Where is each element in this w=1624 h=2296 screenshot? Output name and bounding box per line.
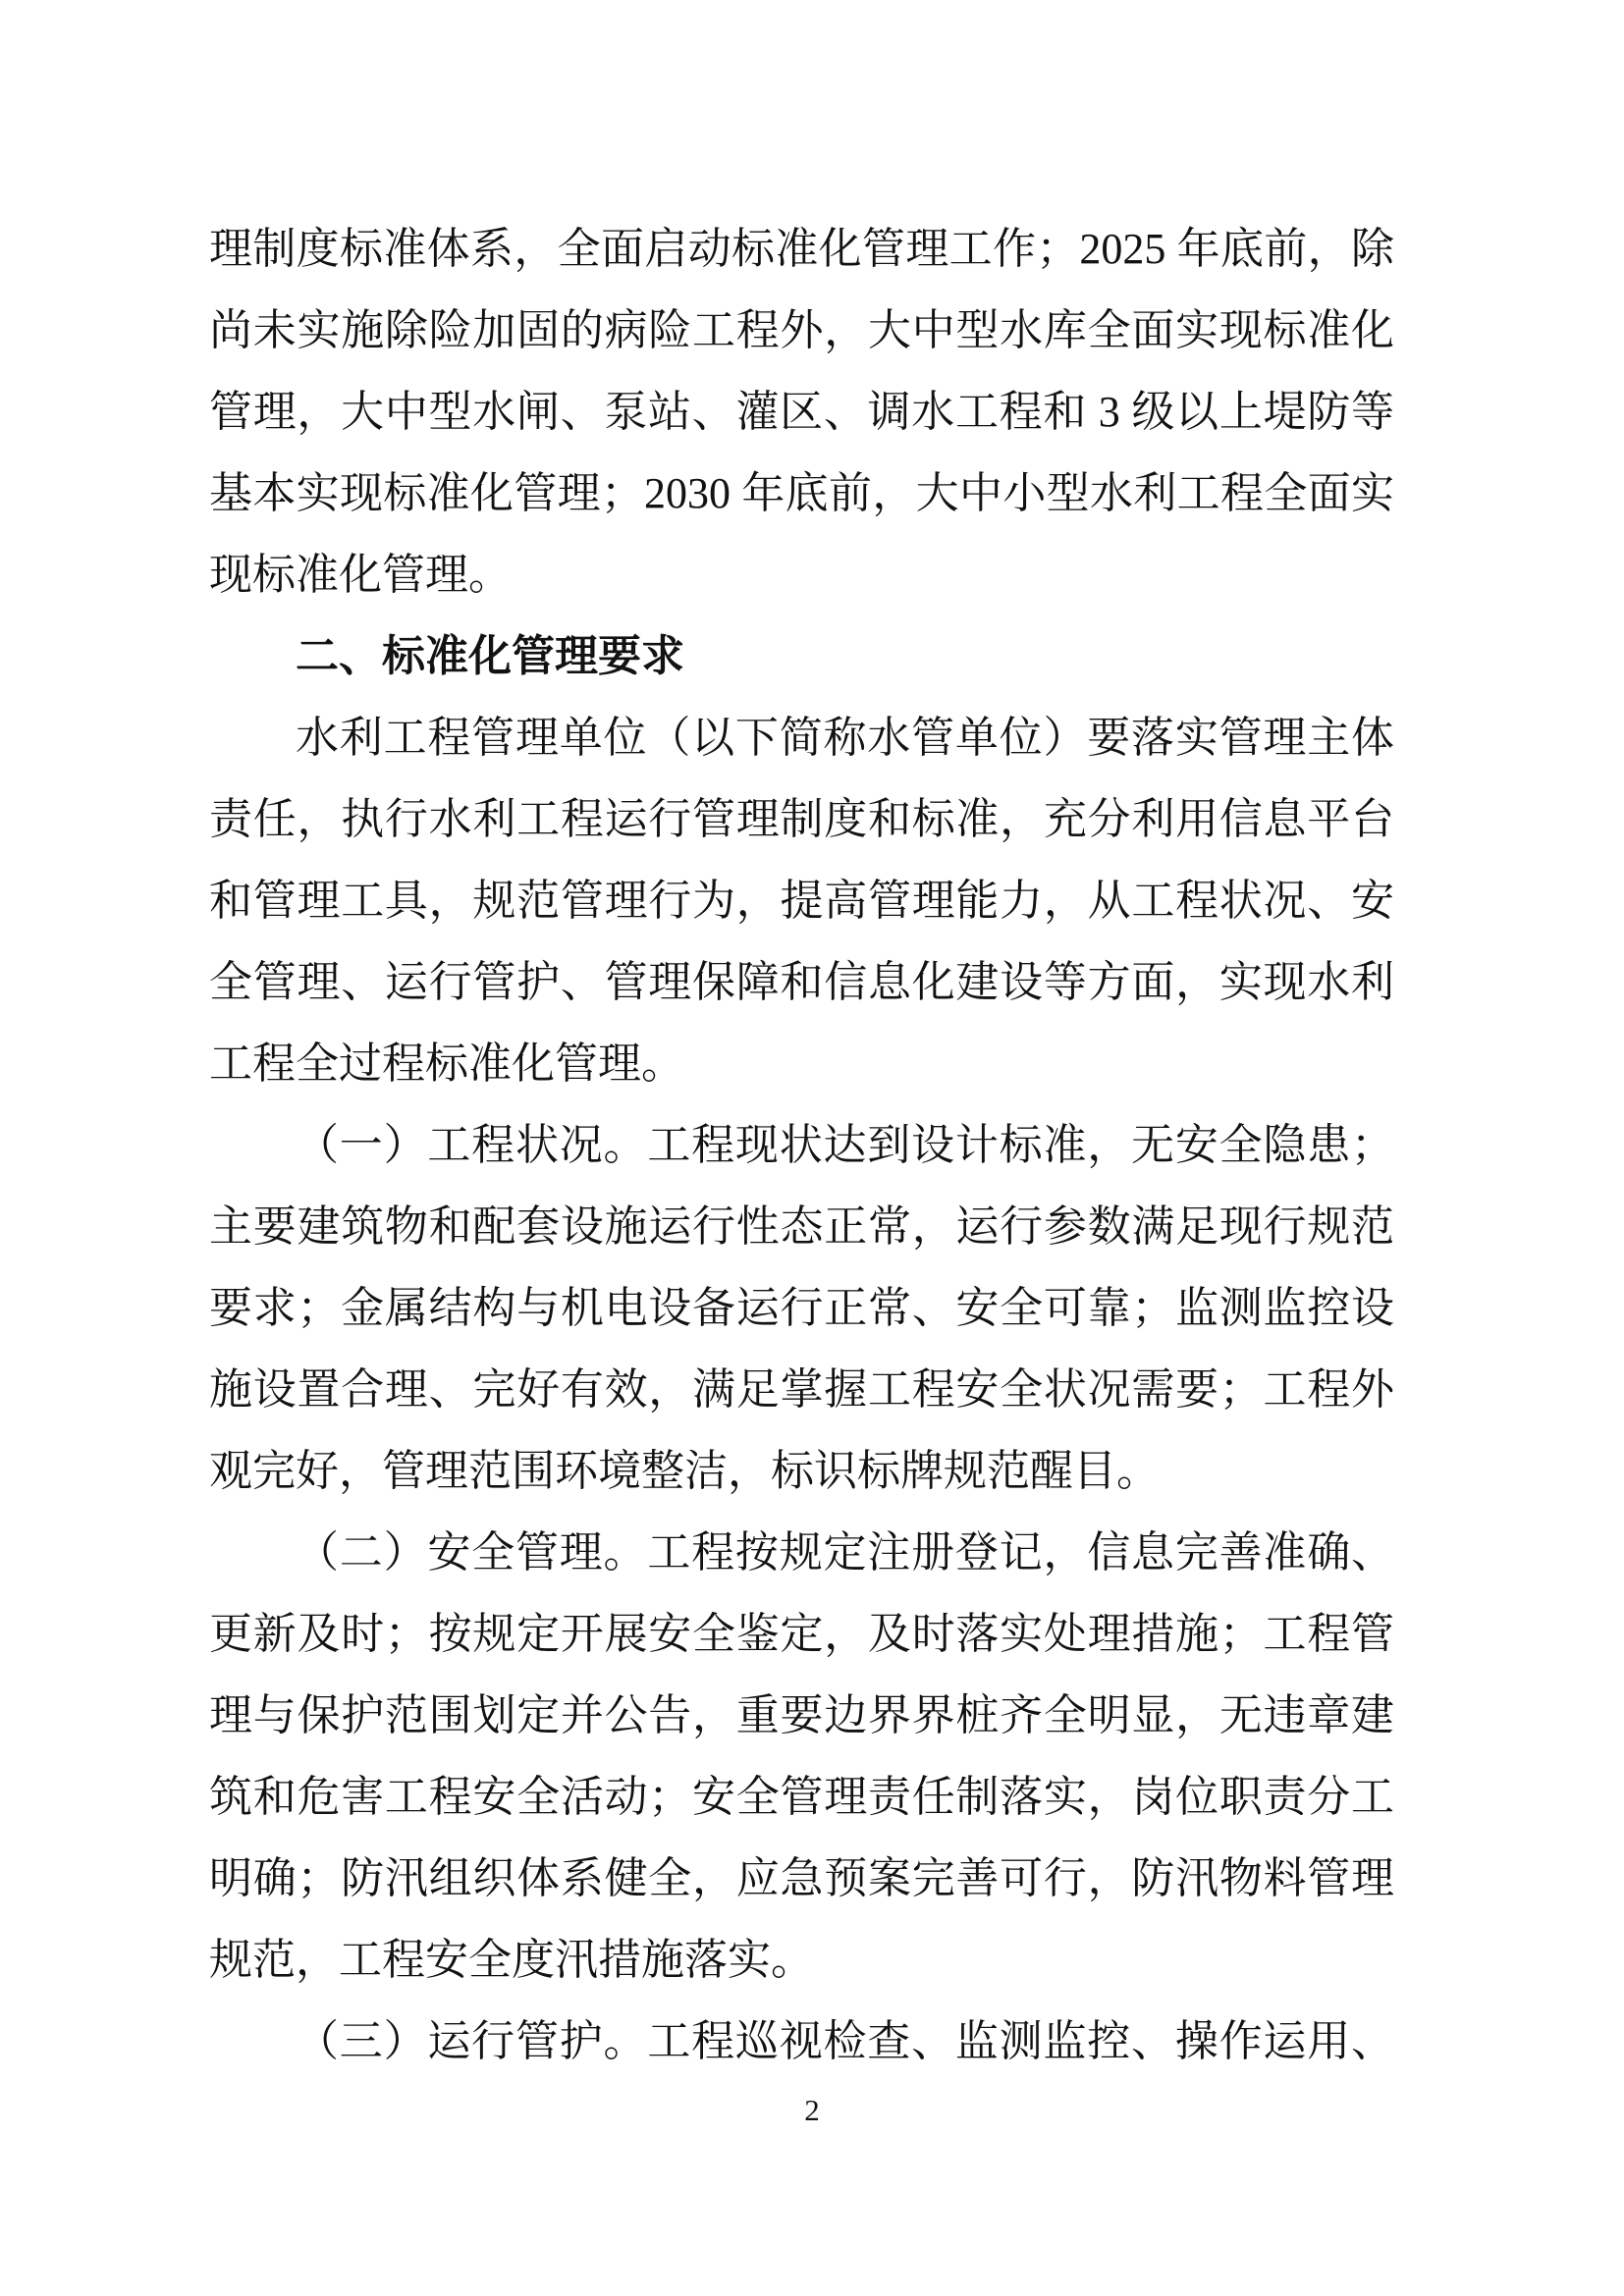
text-line: 筑和危害工程安全活动；安全管理责任制落实，岗位职责分工 [209, 1773, 1394, 1821]
text-line: 理制度标准体系，全面启动标准化管理工作；2025 年底前，除 [209, 225, 1394, 273]
text-line: 现标准化管理。 [209, 551, 512, 599]
text-line: 规范，工程安全度汛措施落实。 [209, 1936, 814, 1984]
page-number: 2 [804, 2093, 820, 2127]
text-line: （一）工程状况。工程现状达到设计标准，无安全隐患； [296, 1121, 1394, 1169]
text-line: 施设置合理、完好有效，满足掌握工程安全状况需要；工程外 [209, 1365, 1394, 1414]
text-line: 更新及时；按规定开展安全鉴定，及时落实处理措施；工程管 [209, 1610, 1394, 1658]
text-line: 全管理、运行管护、管理保障和信息化建设等方面，实现水利 [209, 958, 1394, 1006]
document-body [209, 208, 1394, 2082]
text-line: 水利工程管理单位（以下简称水管单位）要落实管理主体 [296, 714, 1394, 762]
text-line: 工程全过程标准化管理。 [209, 1040, 684, 1088]
text-line: 管理，大中型水闸、泵站、灌区、调水工程和 3 级以上堤防等 [209, 388, 1394, 436]
text-line: 理与保护范围划定并公告，重要边界界桩齐全明显，无违章建 [209, 1691, 1394, 1739]
text-line: 要求；金属结构与机电设备运行正常、安全可靠；监测监控设 [209, 1284, 1394, 1332]
text-line: 尚未实施除险加固的病险工程外，大中型水库全面实现标准化 [209, 306, 1394, 354]
text-line: （三）运行管护。工程巡视检查、监测监控、操作运用、 [296, 2017, 1394, 2065]
text-line: 责任，执行水利工程运行管理制度和标准，充分利用信息平台 [209, 795, 1394, 843]
section-heading: 二、标准化管理要求 [296, 632, 684, 680]
text-line: 明确；防汛组织体系健全，应急预案完善可行，防汛物料管理 [209, 1854, 1394, 1902]
text-line: 和管理工具，规范管理行为，提高管理能力，从工程状况、安 [209, 877, 1394, 925]
text-line: 观完好，管理范围环境整洁，标识标牌规范醒目。 [209, 1447, 1160, 1495]
text-line: 基本实现标准化管理；2030 年底前，大中小型水利工程全面实 [209, 469, 1394, 517]
text-line: （二）安全管理。工程按规定注册登记，信息完善准确、 [296, 1528, 1394, 1576]
text-line: 主要建筑物和配套设施运行性态正常，运行参数满足现行规范 [209, 1202, 1394, 1251]
